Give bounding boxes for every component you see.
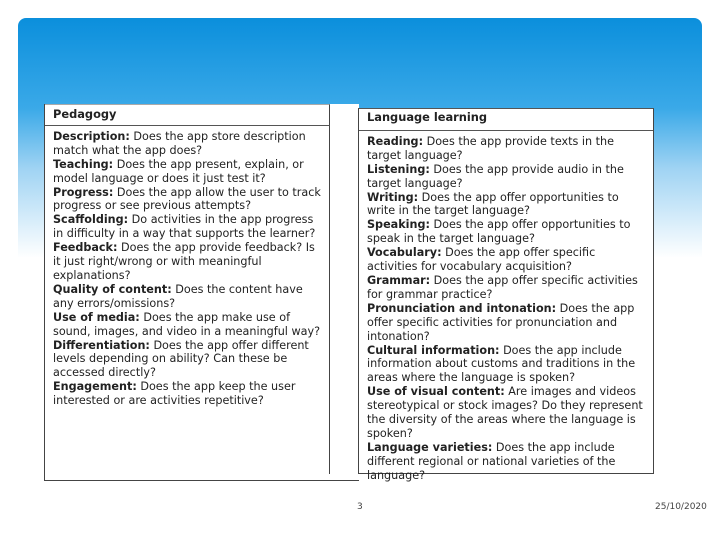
criterion-label: Differentiation: [53,338,150,352]
criterion-question: Does the app provide texts in the target language? [367,134,615,162]
criterion-item [53,283,321,311]
criterion-question: Does the app provide audio in the target language? [367,162,624,190]
criterion-question: Does the app store description match what the app does? [53,129,306,157]
criterion-item [367,218,645,246]
criterion-item [367,274,645,302]
pedagogy-table [44,104,359,481]
criterion-question: Do activities in the app progress in difficulty in a way that supports the learner? [53,213,316,241]
criterion-item [367,344,645,386]
criterion-item [53,339,321,381]
criterion-question: Does the app offer opportunities to speak in the target language? [367,218,631,246]
criterion-label: Use of visual content: [367,385,505,399]
criterion-question: Does the content have any errors/omissions? [53,282,303,310]
pedagogy-title: Pedagogy [45,104,330,126]
criterion-question: Does the app offer specific activities for vocabulary acquisition? [367,246,596,274]
criterion-item [53,311,321,339]
criterion-question: Are images and videos stereotypical or stock images? Do they represent the diversity of the areas where the language is spoken? [367,385,643,440]
criterion-question: Does the app offer different levels depending on ability? Can these be accessed directly? [53,338,309,380]
criterion-label: Reading: [367,134,424,148]
criterion-question: Does the app offer specific activities for grammar practice? [367,273,638,301]
language-learning-body [359,131,653,487]
criterion-question: Does the app include information about customs and traditions in the areas where the language is spoken? [367,343,636,385]
criterion-label: Quality of content: [53,282,172,296]
criterion-label: Feedback: [53,241,118,255]
criterion-question: Does the app include different regional or national varieties of the language? [367,440,616,482]
criterion-label: Engagement: [53,380,137,394]
criterion-item [367,163,645,191]
criterion-label: Description: [53,129,130,143]
criterion-question: Does the app present, explain, or model language or does it just test it? [53,157,304,185]
criterion-label: Speaking: [367,218,430,232]
language-learning-table [358,108,654,482]
pedagogy-body [45,126,330,474]
criterion-item [367,246,645,274]
language-learning-title: Language learning [359,109,653,131]
criterion-item [367,302,645,344]
criterion-label: Listening: [367,162,430,176]
slide-number: 3 [357,502,363,512]
criterion-item [53,241,321,283]
criterion-question: Does the app keep the user interested or are activities repetitive? [53,380,296,408]
criterion-item [53,158,321,186]
criterion-item [53,213,321,241]
criterion-item [367,385,645,441]
criterion-item [367,191,645,219]
criterion-label: Scaffolding: [53,213,129,227]
criterion-question: Does the app offer opportunities to write in the target language? [367,190,619,218]
criterion-item [367,441,645,483]
criterion-item [53,130,321,158]
criterion-label: Cultural information: [367,343,500,357]
criterion-question: Does the app allow the user to track progress or see previous attempts? [53,185,321,213]
criterion-item [53,380,321,408]
criterion-item [53,186,321,214]
criterion-label: Progress: [53,185,114,199]
criterion-question: Does the app offer specific activities for pronunciation and intonation? [367,301,635,343]
criterion-label: Writing: [367,190,419,204]
criterion-label: Language varieties: [367,440,493,454]
criterion-label: Pronunciation and intonation: [367,301,557,315]
criterion-label: Use of media: [53,310,140,324]
criterion-question: Does the app provide feedback? Is it just right/wrong or with meaningful explanations? [53,241,315,282]
slide-date: 25/10/2020 [655,502,707,512]
criterion-label: Grammar: [367,273,431,287]
criterion-label: Teaching: [53,157,114,171]
criterion-item [367,135,645,163]
criterion-label: Vocabulary: [367,246,442,260]
criterion-question: Does the app make use of sound, images, and video in a meaningful way? [53,310,321,338]
